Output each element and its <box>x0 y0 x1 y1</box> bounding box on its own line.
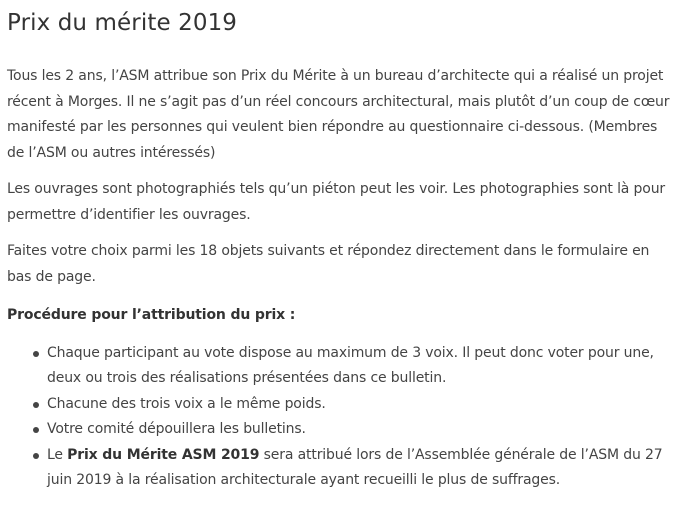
list-item-prefix: Le <box>47 446 68 463</box>
photos-paragraph: Les ouvrages sont photographiés tels qu’un piéton peut les voir. Les photographies sont là pour permettre d’identifier les ouvrages. <box>7 181 666 223</box>
list-item <box>47 443 673 494</box>
list-item-text: Chacune des trois voix a le même poids. <box>47 395 326 412</box>
prize-name: Prix du Mérite ASM 2019 <box>67 446 260 463</box>
bullet-icon <box>33 351 39 357</box>
procedure-heading: Procédure pour l’attribution du prix : <box>7 307 296 323</box>
list-item-text: Chaque participant au vote dispose au maximum de 3 voix. Il peut donc voter pour une, deux ou trois des réalisations présentées dans ce bulletin. <box>47 344 654 386</box>
list-item-suffix: sera attribué lors de l’Assemblée générale de l’ASM du 27 juin 2019 à la réalisation architecturale ayant recueilli le plus de suffrages. <box>47 446 663 488</box>
bullet-icon <box>33 402 39 408</box>
choice-paragraph: Faites votre choix parmi les 18 objets suivants et répondez directement dans le formulaire en bas de page. <box>7 243 650 285</box>
list-item <box>47 341 673 392</box>
bullet-icon <box>33 453 39 459</box>
list-item <box>47 392 673 418</box>
procedure-list <box>7 341 673 494</box>
list-item <box>47 417 673 443</box>
intro-paragraph: Tous les 2 ans, l’ASM attribue son Prix du Mérite à un bureau d’architecte qui a réalisé un projet récent à Morges. Il ne s’agit pas d’un réel concours architectural, mais plutôt d’un coup de cœur manifesté par les personnes qui veulent bien répondre au questionnaire ci-dessous. (Membres de l’ASM ou autres intéressés) <box>7 68 670 161</box>
list-item-text: Votre comité dépouillera les bulletins. <box>47 421 306 437</box>
bullet-icon <box>33 427 39 433</box>
page-title: Prix du mérite 2019 <box>7 10 238 36</box>
